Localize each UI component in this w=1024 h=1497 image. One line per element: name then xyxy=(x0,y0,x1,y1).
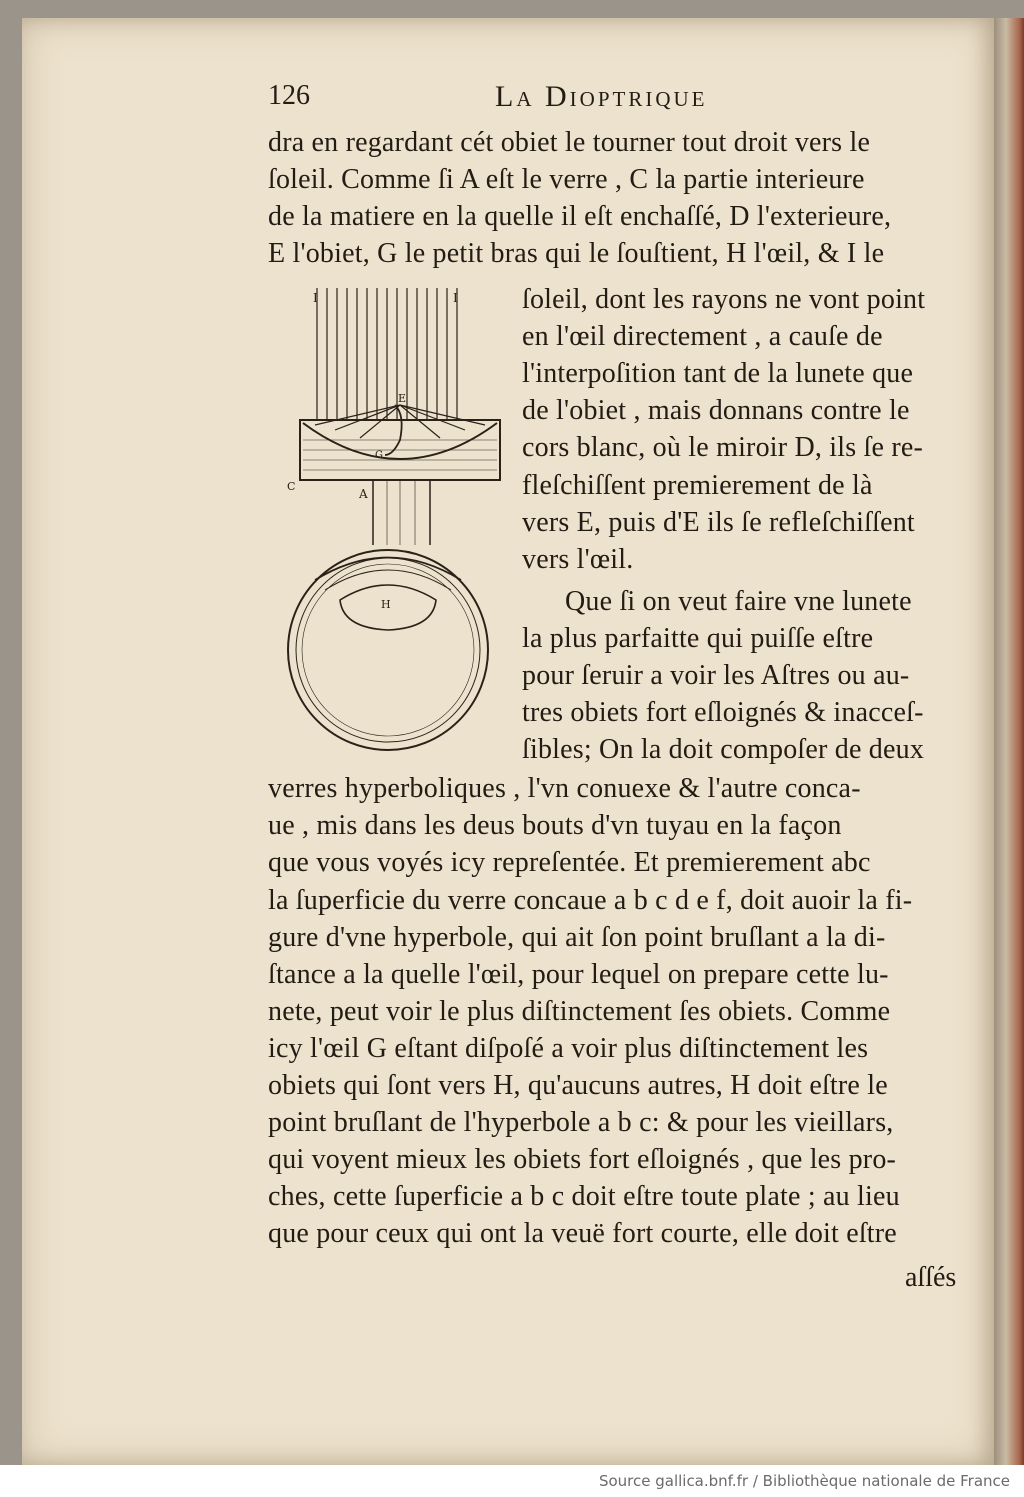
running-title: La Dioptrique xyxy=(495,80,708,113)
text-line: ue , mis dans les deus bouts d'vn tuyau en la façon xyxy=(268,810,842,841)
text-line: gure d'vne hyperbole, qui ait ſon point bruſlant a la di- xyxy=(268,922,886,953)
text-line: E l'obiet, G le petit bras qui le ſouſtient, H l'œil, & I le xyxy=(268,238,885,269)
text-line: ſtance a la quelle l'œil, pour lequel on prepare cette lu- xyxy=(268,959,889,990)
text-line: nete, peut voir le plus diſtinctement ſes obiets. Comme xyxy=(268,996,891,1027)
text-line: vers l'œil. xyxy=(522,544,634,575)
page-number: 126 xyxy=(268,80,310,111)
figure-label-h: H xyxy=(381,598,391,611)
figure-label-i-right: I xyxy=(453,291,458,305)
text-line: tres obiets fort eſloignés & inacceſ- xyxy=(522,697,924,728)
text-line: icy l'œil G eſtant diſpoſé a voir plus diſtinctement les xyxy=(268,1033,869,1064)
text-line: cors blanc, où le miroir D, ils ſe re- xyxy=(522,432,924,463)
source-footer: Source gallica.bnf.fr / Bibliothèque nationale de France xyxy=(598,1472,1010,1490)
lens-eye-figure xyxy=(255,280,515,760)
figure-label-a: A xyxy=(359,487,368,501)
text-line: dra en regardant cét obiet le tourner tout droit vers le xyxy=(268,127,871,158)
figure-label-i-left: I xyxy=(313,291,318,305)
text-line: l'interpoſition tant de la lunete que xyxy=(522,358,914,389)
book-edge xyxy=(994,18,1024,1465)
figure-label-e: E xyxy=(398,392,407,405)
text-line: de l'obiet , mais donnans contre le xyxy=(522,395,910,426)
text-line: ſoleil, dont les rayons ne vont point xyxy=(522,284,926,315)
text-line: pour ſeruir a voir les Aſtres ou au- xyxy=(522,660,910,691)
text-line: ſoleil. Comme ſi A eſt le verre , C la partie interieure xyxy=(268,164,865,195)
figure-label-g: G xyxy=(375,450,383,461)
text-line: vers E, puis d'E ils ſe refleſchiſſent xyxy=(522,507,915,538)
text-line: que vous voyés icy repreſentée. Et premierement abc xyxy=(268,847,871,878)
text-line: verres hyperboliques , l'vn conuexe & l'autre conca- xyxy=(268,773,861,804)
text-line: en l'œil directement , a cauſe de xyxy=(522,321,883,352)
text-line: la plus parfaitte qui puiſſe eſtre xyxy=(522,623,874,654)
text-line: de la matiere en la quelle il eſt enchaſſé, D l'exterieure, xyxy=(268,201,892,232)
text-line: obiets qui ſont vers H, qu'aucuns autres, H doit eſtre le xyxy=(268,1070,888,1101)
text-line: point bruſlant de l'hyperbole a b c: & pour les vieillars, xyxy=(268,1107,894,1138)
text-line: ſibles; On la doit compoſer de deux xyxy=(522,734,925,765)
text-line: fleſchiſſent premierement de là xyxy=(522,470,873,501)
figure-label-c: C xyxy=(287,480,296,493)
text-line: qui voyent mieux les obiets fort eſloignés , que les pro- xyxy=(268,1144,897,1175)
text-line: que pour ceux qui ont la veuë fort courte, elle doit eſtre xyxy=(268,1218,897,1249)
catchword: aſſés xyxy=(905,1262,957,1293)
text-line: la ſuperficie du verre concaue a b c d e f, doit auoir la fi- xyxy=(268,885,913,916)
paragraph-start-line: Que ſi on veut faire vne lunete xyxy=(565,586,912,617)
text-line: ches, cette ſuperficie a b c doit eſtre toute plate ; au lieu xyxy=(268,1181,900,1212)
